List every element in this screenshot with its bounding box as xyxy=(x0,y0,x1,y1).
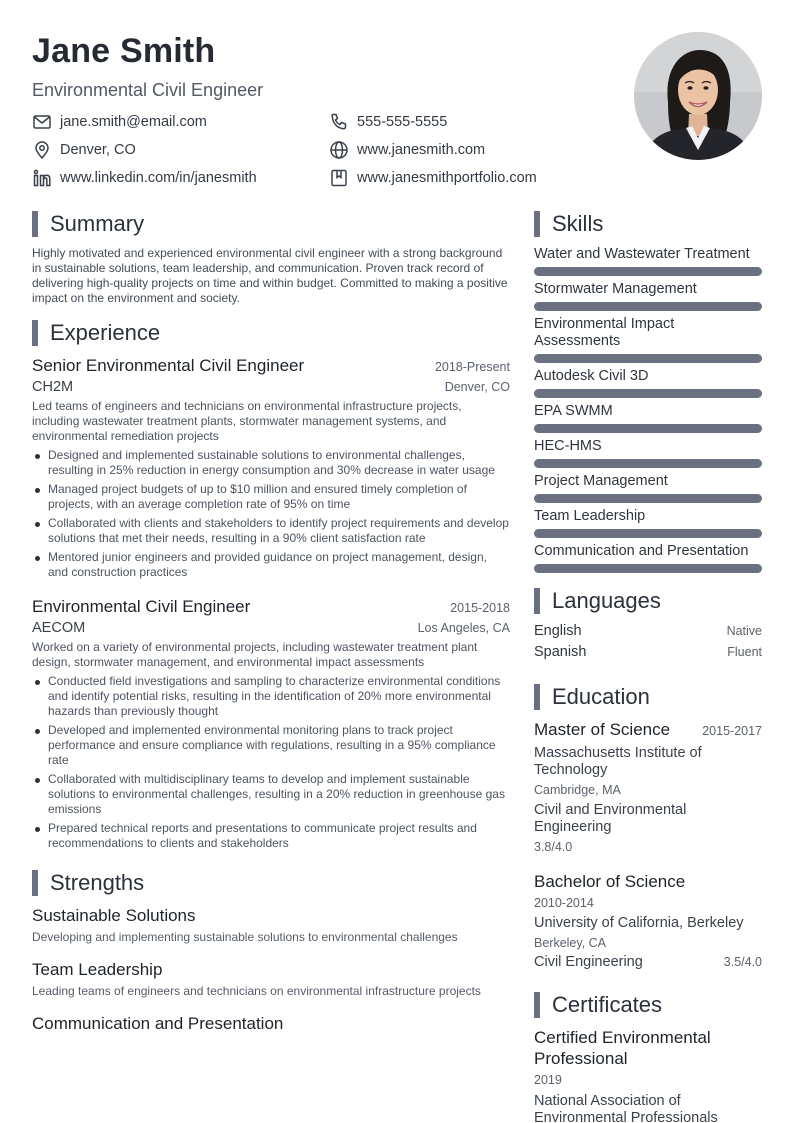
job-bullet: Designed and implemented sustainable solutions to environmental challenges, resulting in 25% reduction in energy consumption and 30% decrease in water usage xyxy=(32,448,510,478)
skill-name: Communication and Presentation xyxy=(534,543,749,559)
language-level: Fluent xyxy=(727,645,762,659)
skill-item xyxy=(534,473,762,503)
phone-icon xyxy=(329,112,349,132)
education-dates: 2010-2014 xyxy=(534,896,594,910)
summary-title: Summary xyxy=(50,211,145,236)
section-accent-bar xyxy=(534,588,540,614)
phone-text: 555-555-5555 xyxy=(357,114,448,130)
skill-level-bar xyxy=(534,389,762,398)
education-heading xyxy=(534,683,762,711)
strengths-section xyxy=(32,869,510,1035)
language-row xyxy=(534,623,762,644)
linkedin-text: www.linkedin.com/in/janesmith xyxy=(60,170,257,186)
job-bullet: Developed and implemented environmental monitoring plans to track project performance and ensure compliance with regulations, resulting in a 95% compliance rate xyxy=(32,723,510,768)
contact-linkedin[interactable] xyxy=(32,166,257,190)
strength-title: Communication and Presentation xyxy=(32,1014,284,1033)
skill-name: Autodesk Civil 3D xyxy=(534,368,649,384)
candidate-name: Jane Smith xyxy=(32,32,216,70)
website-text: www.janesmith.com xyxy=(357,142,486,158)
summary-section xyxy=(32,210,510,306)
job-location: Los Angeles, CA xyxy=(417,621,510,635)
skill-name: Project Management xyxy=(534,473,668,489)
location-text: Denver, CO xyxy=(60,142,136,158)
summary-text: Highly motivated and experienced environmental civil engineer with a strong background in sustainable solutions, team leadership, and communication. Proven track record of delivering high-quality projects on time and within budget. Committed to making a positive impact on the environment and society. xyxy=(32,246,508,305)
map-pin-icon xyxy=(32,140,52,160)
contact-email[interactable] xyxy=(32,110,207,134)
language-name: English xyxy=(534,623,582,639)
education-location: Cambridge, MA xyxy=(534,783,621,797)
contact-portfolio[interactable] xyxy=(329,166,537,190)
certificate-org: National Association of Environmental Professionals xyxy=(534,1093,718,1123)
linkedin-icon xyxy=(32,168,52,188)
strengths-heading xyxy=(32,869,510,897)
right-column xyxy=(534,210,762,1123)
experience-heading xyxy=(32,319,510,347)
skills-title: Skills xyxy=(552,211,604,236)
job-dates: 2018-Present xyxy=(434,360,510,374)
skill-item xyxy=(534,368,762,398)
job-bullet: Managed project budgets of up to $10 million and ensured timely completion of projects, with an average completion rate of 95% on time xyxy=(32,482,510,512)
skill-name: HEC-HMS xyxy=(534,438,602,454)
strength-title: Sustainable Solutions xyxy=(32,906,196,925)
candidate-title: Environmental Civil Engineer xyxy=(32,80,264,100)
job-entry xyxy=(32,355,510,580)
education-degree: Bachelor of Science xyxy=(534,872,686,891)
job-company: AECOM xyxy=(32,620,86,636)
strength-item xyxy=(32,959,510,999)
education-gpa: 3.5/4.0 xyxy=(723,955,762,969)
skill-name: Stormwater Management xyxy=(534,281,697,297)
job-description: Worked on a variety of environmental projects, including wastewater treatment plant design, stormwater management, and environmental impact assessments xyxy=(32,640,478,669)
experience-section xyxy=(32,319,510,851)
skill-level-bar xyxy=(534,564,762,573)
strength-item xyxy=(32,905,510,945)
language-name: Spanish xyxy=(534,644,587,660)
section-accent-bar xyxy=(534,211,540,237)
section-accent-bar xyxy=(534,992,540,1018)
skill-name: EPA SWMM xyxy=(534,403,613,419)
skill-level-bar xyxy=(534,529,762,538)
strength-description: Developing and implementing sustainable solutions to environmental challenges xyxy=(32,930,458,944)
contact-website[interactable] xyxy=(329,138,485,162)
job-dates: 2015-2018 xyxy=(450,601,510,615)
certificate-entry xyxy=(534,1027,762,1123)
skill-item xyxy=(534,403,762,433)
resume-header xyxy=(32,30,592,102)
skills-list xyxy=(534,246,762,573)
strength-description: Leading teams of engineers and technicians on environmental infrastructure projects xyxy=(32,984,481,998)
job-bullets xyxy=(32,674,510,851)
education-title: Education xyxy=(552,684,650,709)
section-accent-bar xyxy=(32,870,38,896)
language-row xyxy=(534,644,762,665)
certificates-section xyxy=(534,991,762,1123)
skill-level-bar xyxy=(534,267,762,276)
strengths-title: Strengths xyxy=(50,870,145,895)
job-bullet: Prepared technical reports and presentations to communicate project results and recommendations to clients and stakeholders xyxy=(32,821,510,851)
skill-item xyxy=(534,543,762,573)
skills-heading xyxy=(534,210,762,238)
skills-section xyxy=(534,210,762,573)
job-description: Led teams of engineers and technicians on environmental infrastructure projects, including wastewater treatment plants, stormwater management systems, and environmental remediation projects xyxy=(32,399,462,443)
bookmark-icon xyxy=(329,168,349,188)
portfolio-text: www.janesmithportfolio.com xyxy=(357,170,537,186)
left-column xyxy=(32,210,510,1035)
contact-location xyxy=(32,138,136,162)
education-entry xyxy=(534,871,762,971)
job-title: Senior Environmental Civil Engineer xyxy=(32,356,305,375)
job-bullet: Collaborated with multidisciplinary teams to develop and implement sustainable solutions to environmental challenges, resulting in a 20% reduction in greenhouse gas emissions xyxy=(32,772,510,817)
education-school: University of California, Berkeley xyxy=(534,915,744,931)
job-bullet: Mentored junior engineers and provided guidance on project management, design, and construction practices xyxy=(32,550,510,580)
job-bullet: Conducted field investigations and sampling to characterize environmental conditions and identify potential risks, resulting in the identification of 20% more environmental hazards than previously thought xyxy=(32,674,510,719)
education-field: Civil Engineering xyxy=(534,954,643,970)
education-dates: 2015-2017 xyxy=(702,724,762,738)
skill-level-bar xyxy=(534,424,762,433)
globe-icon xyxy=(329,140,349,160)
section-accent-bar xyxy=(32,211,38,237)
skill-item xyxy=(534,316,762,363)
skill-item xyxy=(534,438,762,468)
job-title: Environmental Civil Engineer xyxy=(32,597,251,616)
experience-title: Experience xyxy=(50,320,161,345)
certificate-name: Certified Environmental Professional xyxy=(534,1028,711,1068)
languages-title: Languages xyxy=(552,588,661,613)
strength-title: Team Leadership xyxy=(32,960,163,979)
languages-heading xyxy=(534,587,762,615)
job-company: CH2M xyxy=(32,379,74,395)
skill-name: Environmental Impact Assessments xyxy=(534,316,675,349)
job-location: Denver, CO xyxy=(444,380,510,394)
envelope-icon xyxy=(32,112,52,132)
skill-level-bar xyxy=(534,302,762,311)
summary-heading xyxy=(32,210,510,238)
skill-name: Water and Wastewater Treatment xyxy=(534,246,750,262)
education-entry xyxy=(534,719,762,855)
job-bullet: Collaborated with clients and stakeholders to identify project requirements and develop solutions that met their needs, resulting in a 90% client satisfaction rate xyxy=(32,516,510,546)
contact-phone[interactable] xyxy=(329,110,447,134)
languages-section xyxy=(534,587,762,665)
education-section xyxy=(534,683,762,971)
skill-name: Team Leadership xyxy=(534,508,646,524)
education-degree: Master of Science xyxy=(534,720,671,739)
certificate-year: 2019 xyxy=(534,1073,562,1087)
education-school: Massachusetts Institute of Technology xyxy=(534,745,702,778)
education-gpa: 3.8/4.0 xyxy=(534,840,573,854)
skill-item xyxy=(534,281,762,311)
language-level: Native xyxy=(726,624,762,638)
certificates-heading xyxy=(534,991,762,1019)
skill-level-bar xyxy=(534,354,762,363)
job-bullets xyxy=(32,448,510,580)
skill-item xyxy=(534,508,762,538)
certificates-title: Certificates xyxy=(552,992,663,1017)
profile-photo xyxy=(634,32,762,160)
skill-item xyxy=(534,246,762,276)
strength-item xyxy=(32,1013,510,1035)
section-accent-bar xyxy=(32,320,38,346)
education-location: Berkeley, CA xyxy=(534,936,607,950)
email-text: jane.smith@email.com xyxy=(60,114,207,130)
skill-level-bar xyxy=(534,494,762,503)
section-accent-bar xyxy=(534,684,540,710)
job-entry xyxy=(32,596,510,851)
education-field: Civil and Environmental Engineering xyxy=(534,802,687,835)
skill-level-bar xyxy=(534,459,762,468)
